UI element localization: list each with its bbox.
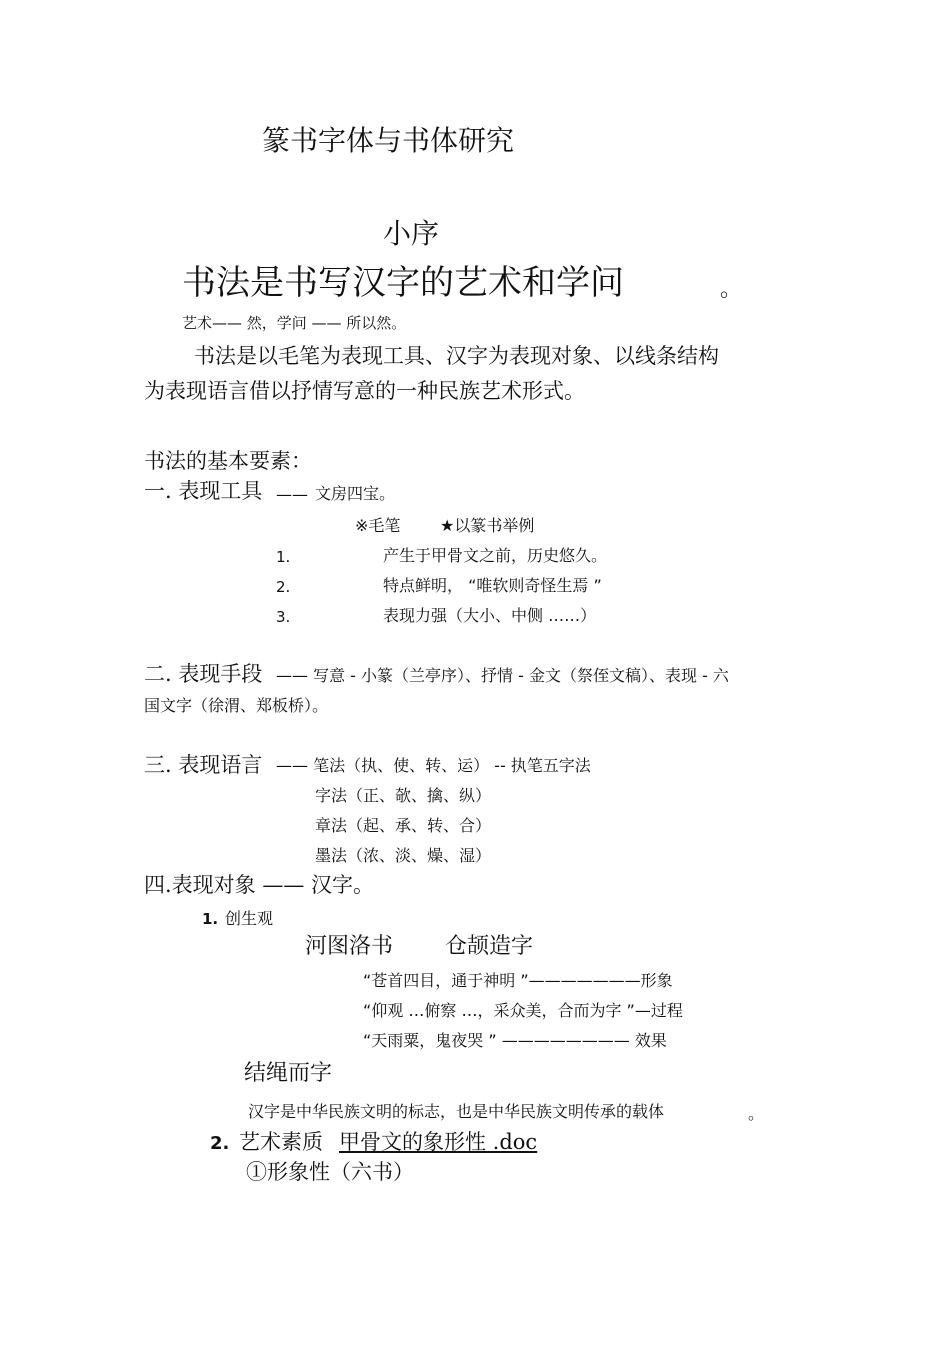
knot-writing: 结绳而字 (244, 1061, 333, 1086)
headline: 书法是书写汉字的艺术和学问 (182, 263, 624, 303)
headline-period: 。 (720, 277, 743, 302)
list-item: 产生于甲骨文之前，历史悠久。 (383, 546, 608, 565)
language-row: 章法（起、承、转、合） (315, 816, 492, 835)
section-2-line-1: —— 写意 - 小篆（兰亭序）、抒情 - 金文（祭侄文稿）、表现 - 六 (276, 666, 729, 685)
section-1-heading: 一. 表现工具 (144, 479, 263, 503)
subsection-2-number: 2. (210, 1133, 230, 1154)
preface-heading: 小序 (383, 217, 440, 250)
legend-hetu-luoshu: 河图洛书 (305, 934, 394, 959)
quote-line: “天雨粟，鬼夜哭 ” ———————— 效果 (363, 1031, 667, 1050)
definition-line-1: 书法是以毛笔为表现工具、汉字为表现对象、以线条结构 (194, 344, 719, 368)
quote-line: “仰观 …俯察 …，采众美，合而为字 ”—过程 (363, 1001, 683, 1020)
example-label: ★以篆书举例 (440, 516, 535, 535)
language-row: —— 笔法（执、使、转、运） -- 执笔五字法 (276, 756, 591, 775)
list-item: 特点鲜明， “唯软则奇怪生焉 ” (383, 576, 602, 595)
quote-line: “苍首四目，通于神明 ”———————形象 (363, 971, 673, 990)
section-4-heading: 四.表现对象 —— 汉字。 (144, 873, 375, 897)
subsection-1-label: 创生观 (225, 909, 274, 928)
legend-cangjie: 仓颉造字 (445, 934, 534, 959)
civilization-period: 。 (748, 1104, 765, 1123)
subsection-1-number: 1. (202, 910, 219, 928)
section-2-line-2: 国文字（徐渭、郑板桥）。 (144, 696, 329, 715)
doc-title: 篆书字体与书体研究 (262, 124, 515, 157)
language-row: 墨法（浓、淡、燥、湿） (315, 846, 492, 865)
pictographic-item: ①形象性（六书） (246, 1160, 414, 1184)
section-1-dash: —— (276, 485, 308, 504)
section-3-heading: 三. 表现语言 (144, 753, 263, 777)
list-item-number: 2. (276, 578, 291, 596)
brush-label: ※毛笔 (355, 516, 401, 535)
definition-line-2: 为表现语言借以抒情写意的一种民族艺术形式。 (144, 379, 585, 403)
subsection-2-label: 艺术素质 (239, 1130, 323, 1154)
list-item-number: 3. (276, 608, 291, 626)
section-2-heading: 二. 表现手段 (144, 662, 263, 686)
oracle-bone-doc-link[interactable]: 甲骨文的象形性 .doc (339, 1130, 538, 1154)
language-row: 字法（正、欹、擒、纵） (315, 786, 492, 805)
basics-heading: 书法的基本要素： (144, 449, 312, 473)
list-item: 表现力强（大小、中侧 ……） (383, 606, 597, 625)
civilization-note: 汉字是中华民族文明的标志，也是中华民族文明传承的载体 (248, 1102, 665, 1121)
list-item-number: 1. (276, 548, 291, 566)
section-1-note: 文房四宝。 (315, 484, 396, 503)
art-note: 艺术—— 然，学问 —— 所以然。 (182, 314, 407, 332)
